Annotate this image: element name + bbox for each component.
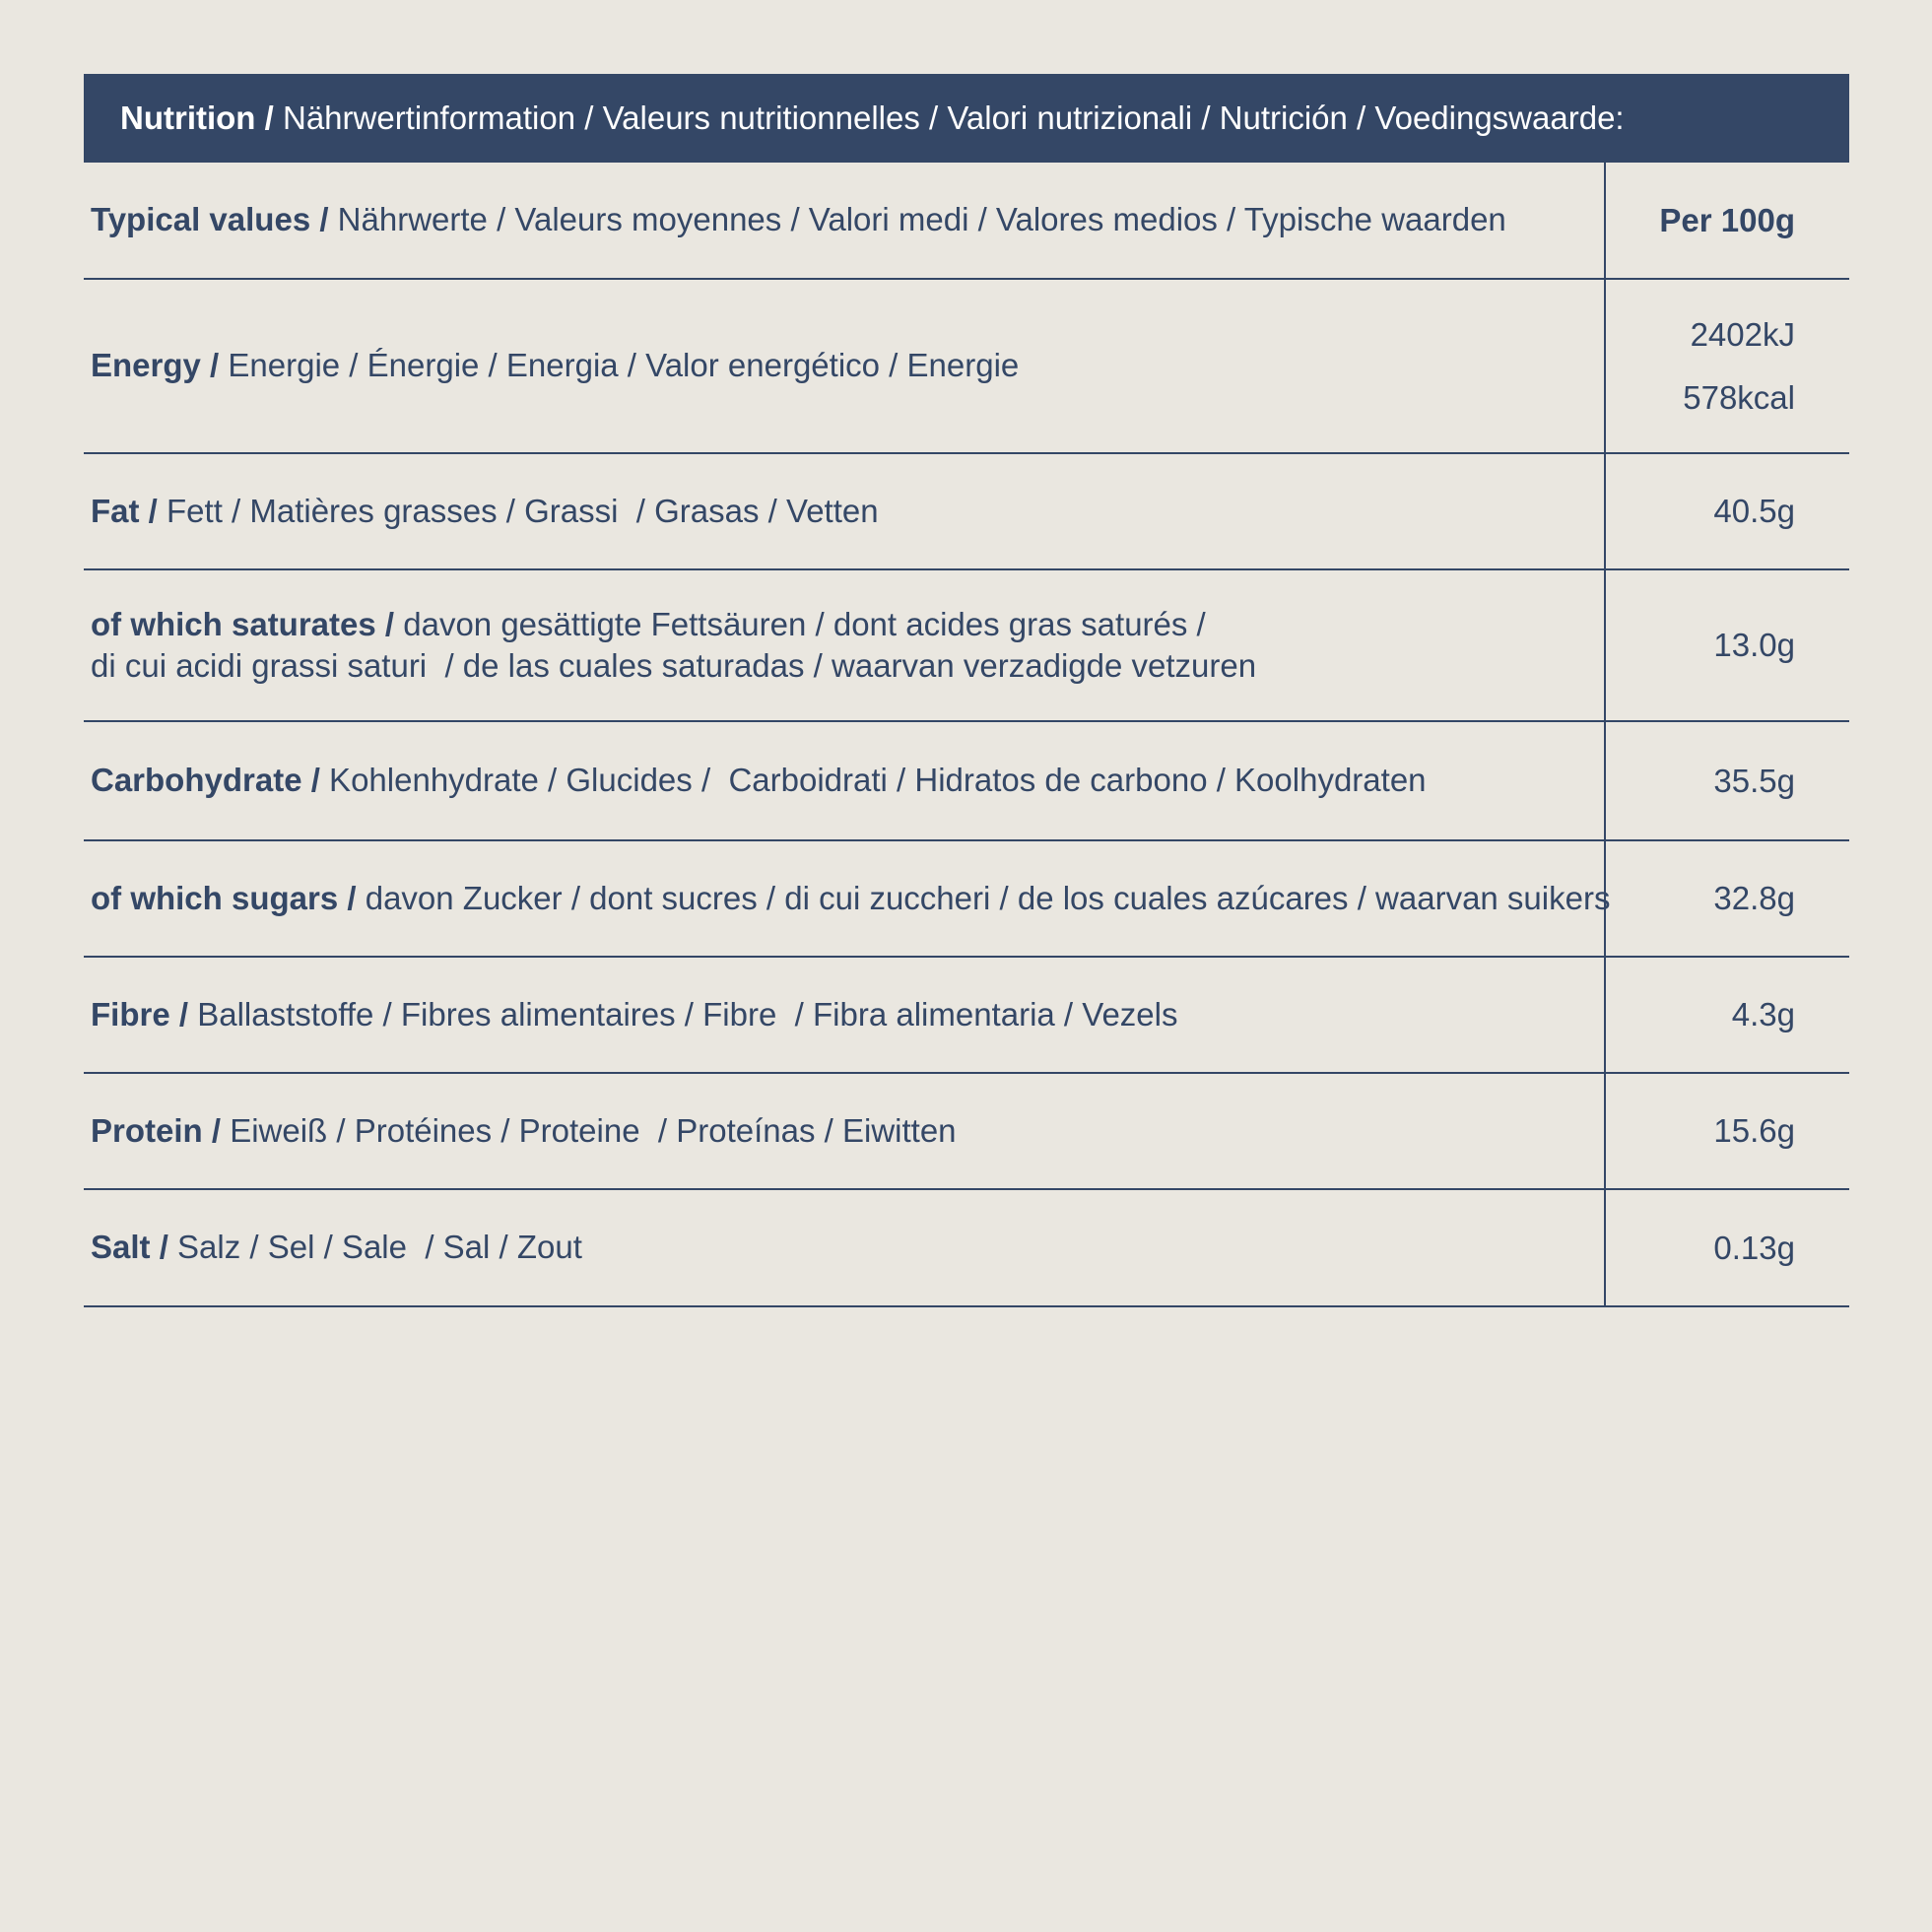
table-row-energy [84,280,1849,454]
typical-values-label-rest: Nährwerte / Valeurs moyennes / Valori medi / Valores medios / Typische waarden [328,201,1506,238]
table-row-protein [84,1074,1849,1190]
typical-values-label-bold: Typical values / [91,201,329,238]
table-row-sugars [84,841,1849,958]
protein-label [84,1074,1604,1188]
salt-value: 0.13g [1713,1229,1795,1266]
sugars-label [84,841,1611,956]
salt-label-bold: Salt / [91,1229,168,1266]
fibre-label-bold: Fibre / [91,995,189,1033]
table-row-saturates [84,570,1849,722]
saturates-value: 13.0g [1713,627,1795,663]
per-100g-header [1604,163,1849,278]
table-row-salt [84,1190,1849,1307]
sugars-label-rest: davon Zucker / dont sucres / di cui zuccheri / de los cuales azúcares / waarvan suikers [356,879,1611,916]
typical-values-label [84,163,1604,278]
energy-kcal-value: 578kcal [1683,378,1795,416]
protein-value-cell [1604,1074,1849,1188]
salt-label [84,1190,1604,1305]
header-title-bold: Nutrition / [120,100,274,136]
fibre-value-cell [1604,958,1849,1072]
saturates-label-rest: davon gesättigte Fettsäuren / dont acides gras saturés / [394,605,1206,642]
fat-value-cell [1604,454,1849,568]
carbohydrate-label-bold: Carbohydrate / [91,762,320,799]
energy-label-bold: Energy / [91,347,220,384]
nutrition-panel [84,74,1849,1307]
saturates-label [84,570,1604,720]
fibre-value: 4.3g [1731,996,1795,1033]
table-row-fat [84,454,1849,570]
carbohydrate-label-rest: Kohlenhydrate / Glucides / Carboidrati / Hidratos de carbono / Koolhydraten [319,762,1427,799]
sugars-value: 32.8g [1713,880,1795,916]
energy-label [84,280,1604,452]
nutrition-header-bar [84,74,1849,163]
energy-kj-value: 2402kJ [1690,315,1795,353]
protein-label-rest: Eiweiß / Protéines / Proteine / Proteínas / Eiwitten [221,1111,957,1149]
carbohydrate-value-cell [1604,722,1849,839]
fat-label-rest: Fett / Matières grasses / Grassi / Grasas / Vetten [157,492,879,529]
per-100g-label: Per 100g [1659,201,1795,238]
fibre-label-rest: Ballaststoffe / Fibres alimentaires / Fibre / Fibra alimentaria / Vezels [188,995,1178,1033]
carbohydrate-value: 35.5g [1713,762,1795,799]
energy-label-rest: Energie / Énergie / Energia / Valor energético / Energie [219,347,1020,384]
fat-label [84,454,1604,568]
protein-label-bold: Protein / [91,1111,222,1149]
salt-label-rest: Salz / Sel / Sale / Sal / Zout [167,1229,582,1266]
table-header-row [84,163,1849,280]
header-title-rest: Nährwertinformation / Valeurs nutritionnelles / Valori nutrizionali / Nutrición / Voedingswaarde: [273,100,1625,136]
sugars-value-cell [1604,841,1849,956]
table-row-fibre [84,958,1849,1074]
header-title [120,100,1625,137]
sugars-label-bold: of which sugars / [91,879,357,916]
saturates-label-bold: of which saturates / [91,605,395,642]
protein-value: 15.6g [1713,1112,1795,1149]
energy-value-cell [1604,280,1849,452]
saturates-label-line2: di cui acidi grassi saturi / de las cuales saturadas / waarvan verzadigde vetzuren [91,647,1257,684]
fibre-label [84,958,1604,1072]
table-row-carbohydrate [84,722,1849,841]
saturates-value-cell [1604,570,1849,720]
fat-value: 40.5g [1713,493,1795,529]
carbohydrate-label [84,722,1604,839]
salt-value-cell [1604,1190,1849,1305]
fat-label-bold: Fat / [91,492,158,529]
